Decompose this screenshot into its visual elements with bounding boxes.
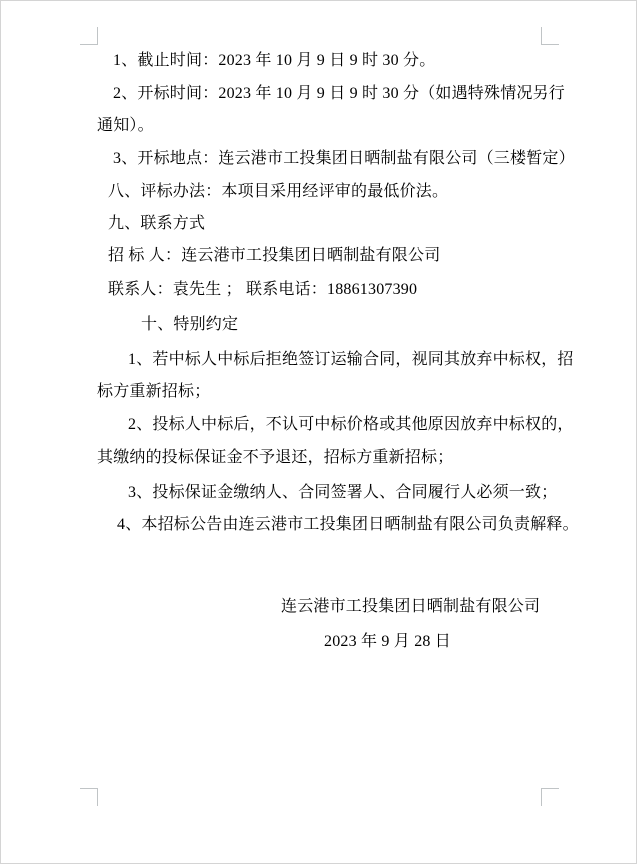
special-term-4-line: 4、本招标公告由连云港市工投集团日晒制盐有限公司负责解释。 [117, 516, 579, 533]
margin-crop-mark-bottom-right [541, 788, 559, 806]
deadline-time-line: 1、截止时间：2023 年 10 月 9 日 9 时 30 分。 [113, 52, 436, 69]
special-term-1-continuation: 标方重新招标； [97, 383, 211, 400]
special-term-3-line: 3、投标保证金缴纳人、合同签署人、合同履行人必须一致； [128, 484, 558, 501]
special-term-2-line: 2、投标人中标后，不认可中标价格或其他原因放弃中标权的， [128, 416, 574, 433]
special-term-1-line: 1、若中标人中标后拒绝签订运输合同，视同其放弃中标权，招 [128, 351, 574, 368]
margin-crop-mark-top-left [80, 27, 98, 45]
evaluation-method-line: 八、评标办法：本项目采用经评审的最低价法。 [108, 183, 449, 200]
contact-section-heading: 九、联系方式 [108, 215, 206, 232]
bid-opening-location-line: 3、开标地点：连云港市工投集团日晒制盐有限公司（三楼暂定） [113, 150, 575, 167]
margin-crop-mark-bottom-left [80, 788, 98, 806]
signature-date: 2023 年 9 月 28 日 [324, 633, 452, 650]
special-term-2-continuation: 其缴纳的投标保证金不予退还，招标方重新招标； [97, 449, 454, 466]
bid-opening-time-line: 2、开标时间：2023 年 10 月 9 日 9 时 30 分（如遇特殊情况另行 [113, 85, 566, 102]
special-terms-heading: 十、特别约定 [141, 316, 239, 333]
company-signature: 连云港市工投集团日晒制盐有限公司 [281, 598, 541, 615]
contact-person-phone-line: 联系人：袁先生 ； 联系电话：18861307390 [108, 281, 418, 298]
tenderee-line: 招 标 人：连云港市工投集团日晒制盐有限公司 [108, 247, 441, 264]
margin-crop-mark-top-right [541, 27, 559, 45]
bid-opening-time-continuation: 通知）。 [97, 117, 154, 134]
